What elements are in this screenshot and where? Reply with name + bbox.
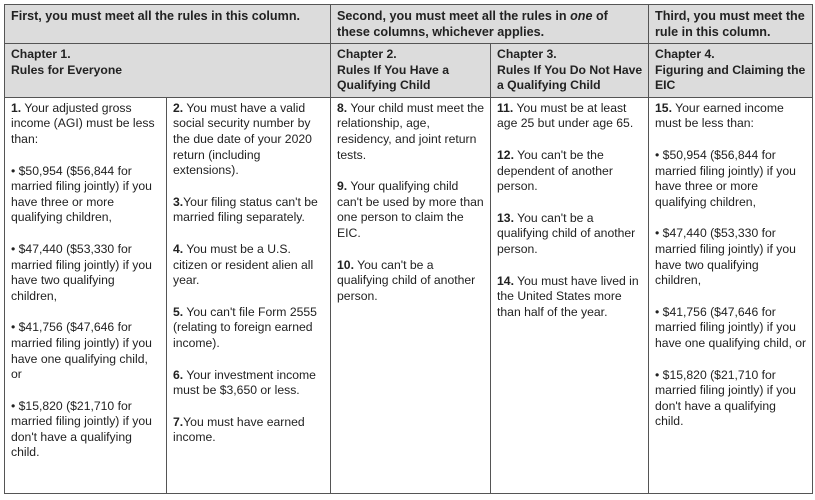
rules-column-4 xyxy=(491,97,649,493)
rule-text: You must be at least age 25 but under age 65. xyxy=(497,100,634,131)
rule-text: You must have earned income. xyxy=(173,414,305,445)
rule-15-bullet: • $47,440 ($53,330 for married filing jointly) if you have two qualifying children, xyxy=(655,226,796,288)
rule-1-bullet: • $15,820 ($21,710 for married filing jointly) if you don't have a qualifying child. xyxy=(11,398,152,460)
chapter-title: Figuring and Claiming the EIC xyxy=(655,62,806,93)
rule-text: You must have a valid social security number by the due date of your 2020 return (including extensions). xyxy=(173,100,312,178)
rule-number: 14. xyxy=(497,273,514,288)
header-row xyxy=(5,5,813,44)
rule-number: 15. xyxy=(655,100,672,115)
rule-text: Your child must meet the relationship, age, residency, and joint return tests. xyxy=(337,100,485,162)
rule-text: You can't be a qualifying child of another person. xyxy=(497,210,636,256)
column-heading-second xyxy=(331,5,649,44)
rule-10 xyxy=(337,258,485,305)
rule-number: 10. xyxy=(337,257,354,272)
rule-number: 7. xyxy=(173,414,184,429)
rule-text: Your filing status can't be married filing separately. xyxy=(173,194,318,225)
column-heading-third: Third, you must meet the rule in this column. xyxy=(649,5,813,44)
chapter-number: Chapter 1. xyxy=(11,47,71,61)
chapter-title: Rules If You Do Not Have a Qualifying Child xyxy=(497,62,643,93)
rule-6 xyxy=(173,368,325,399)
rule-number: 13. xyxy=(497,210,514,225)
rule-number: 6. xyxy=(173,367,184,382)
rule-text: Your investment income must be $3,650 or less. xyxy=(173,367,316,398)
rule-text: You must have lived in the United States more than half of the year. xyxy=(497,273,639,319)
rule-1-bullet: • $47,440 ($53,330 for married filing jointly) if you have two qualifying children, xyxy=(11,241,152,303)
rules-column-5 xyxy=(649,97,813,493)
rule-1-bullet: • $50,954 ($56,844 for married filing jointly) if you have three or more qualifying children, xyxy=(11,163,152,225)
rule-text: You can't be the dependent of another person. xyxy=(497,147,613,194)
rule-14 xyxy=(497,274,643,321)
rules-column-2 xyxy=(167,97,331,493)
rule-number: 3. xyxy=(173,194,184,209)
rule-number: 2. xyxy=(173,100,184,115)
rule-2 xyxy=(173,101,325,179)
rule-number: 4. xyxy=(173,241,184,256)
rule-5 xyxy=(173,305,325,352)
rule-1 xyxy=(11,101,161,148)
chapter-number: Chapter 4. xyxy=(655,47,715,61)
rule-text: You must be a U.S. citizen or resident alien all year. xyxy=(173,241,314,288)
rule-number: 1. xyxy=(11,100,22,115)
heading-text: of these columns, whichever applies. xyxy=(337,9,608,39)
rules-row xyxy=(5,97,813,493)
heading-emphasis: one xyxy=(570,9,593,23)
rule-number: 12. xyxy=(497,147,514,162)
rule-text: Your earned income must be less than: xyxy=(655,100,784,131)
rule-text: You can't file Form 2555 (relating to foreign earned income). xyxy=(173,304,317,350)
chapter-title: Rules for Everyone xyxy=(11,62,123,77)
rule-15-bullet: • $15,820 ($21,710 for married filing jointly) if you don't have a qualifying child. xyxy=(655,367,796,429)
rule-7 xyxy=(173,415,325,446)
chapter-number: Chapter 3. xyxy=(497,47,557,61)
rule-12 xyxy=(497,148,643,195)
rule-9 xyxy=(337,179,485,241)
chapter-row xyxy=(5,44,813,98)
rule-8 xyxy=(337,101,485,163)
rule-number: 9. xyxy=(337,179,348,194)
rule-15-bullet: • $50,954 ($56,844 for married filing jointly) if you have three or more qualifying children, xyxy=(655,147,796,209)
chapter-title: Rules If You Have a Qualifying Child xyxy=(337,62,449,93)
rule-text: Your adjusted gross income (AGI) must be less than: xyxy=(11,100,155,146)
rule-number: 5. xyxy=(173,304,184,319)
rule-text: Your qualifying child can't be used by more than one person to claim the EIC. xyxy=(337,179,484,240)
rule-11 xyxy=(497,101,643,132)
rule-4 xyxy=(173,242,325,289)
rule-number: 11. xyxy=(497,100,514,115)
chapter-1-heading xyxy=(5,44,331,98)
rule-13 xyxy=(497,211,643,258)
heading-text: Second, you must meet all the rules in xyxy=(337,9,571,23)
eic-rules-table xyxy=(4,4,813,494)
column-heading-first: First, you must meet all the rules in this column. xyxy=(5,5,331,44)
chapter-4-heading xyxy=(649,44,813,98)
rule-15-bullet: • $41,756 ($47,646 for married filing jointly) if you have one qualifying child, or xyxy=(655,304,807,350)
rule-1-bullet: • $41,756 ($47,646 for married filing jointly) if you have one qualifying child, or xyxy=(11,320,152,382)
rule-text: You can't be a qualifying child of another person. xyxy=(337,257,476,303)
rule-number: 8. xyxy=(337,100,348,115)
rule-15 xyxy=(655,101,807,132)
chapter-number: Chapter 2. xyxy=(337,47,397,61)
chapter-2-heading xyxy=(331,44,491,98)
chapter-3-heading xyxy=(491,44,649,98)
rules-column-1 xyxy=(5,97,167,493)
rule-3 xyxy=(173,195,325,226)
rules-column-3 xyxy=(331,97,491,493)
